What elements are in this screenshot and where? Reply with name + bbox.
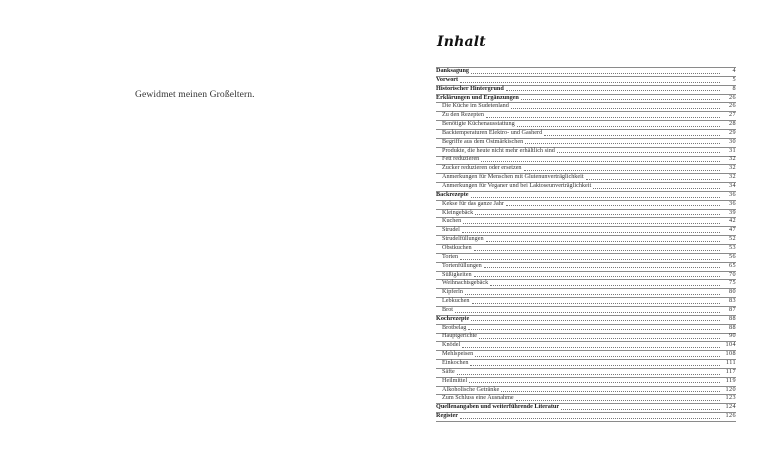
toc-entry xyxy=(436,138,736,147)
toc-entry-page-number: 126 xyxy=(725,412,736,420)
toc-entry xyxy=(436,129,736,138)
toc-entry xyxy=(436,359,736,368)
toc-leader-dots xyxy=(484,267,720,268)
toc-leader-dots xyxy=(460,259,720,260)
toc-leader-dots xyxy=(469,382,720,383)
toc-leader-dots xyxy=(506,90,720,91)
toc-leader-dots xyxy=(479,338,720,339)
toc-entry-label: Backrezepte xyxy=(436,190,469,198)
toc-entry xyxy=(436,271,736,280)
toc-entry xyxy=(436,297,736,306)
toc-entry xyxy=(436,315,736,324)
toc-entry-label: Quellenangaben und weiterführende Literatur xyxy=(436,403,560,411)
toc-leader-dots xyxy=(544,135,720,136)
toc-entry-label: Zucker reduzieren oder ersetzen xyxy=(442,164,522,172)
toc-leader-dots xyxy=(475,356,720,357)
toc-entry-page-number: 36 xyxy=(729,190,736,198)
toc-entry xyxy=(436,279,736,288)
toc-entry-page-number: 26 xyxy=(729,93,736,101)
toc-leader-dots xyxy=(524,170,720,171)
toc-entry-page-number: 70 xyxy=(729,270,736,278)
toc-entry-page-number: 39 xyxy=(729,208,736,216)
toc-entry-label: Tortenfüllungen xyxy=(442,261,482,269)
toc-entry-page-number: 32 xyxy=(729,164,736,172)
toc-entry-label: Vorwort xyxy=(436,75,459,83)
toc-entry-page-number: 30 xyxy=(729,137,736,145)
toc-entry xyxy=(436,368,736,377)
toc-entry xyxy=(436,85,736,94)
toc-entry xyxy=(436,394,736,403)
toc-entry-page-number: 27 xyxy=(729,111,736,119)
dedication-text: Gewidmet meinen Großeltern. xyxy=(135,89,255,100)
toc-entry xyxy=(436,164,736,173)
toc-entry-label: Zu den Rezepten xyxy=(442,111,484,119)
table-of-contents-page xyxy=(436,34,736,420)
toc-entry-label: Mehlspeisen xyxy=(442,350,474,358)
toc-leader-dots xyxy=(490,285,720,286)
toc-entry-page-number: 52 xyxy=(729,235,736,243)
toc-entry-label: Zum Schluss eine Ausnahme xyxy=(442,394,514,402)
toc-entry-label: Einkochen xyxy=(442,359,469,367)
toc-entry-label: Alkoholische Getränke xyxy=(442,385,500,393)
toc-entry-label: Torten xyxy=(442,252,459,260)
toc-leader-dots xyxy=(463,223,720,224)
toc-leader-dots xyxy=(486,117,720,118)
toc-entry xyxy=(436,377,736,386)
toc-entry xyxy=(436,67,736,76)
toc-entry xyxy=(436,147,736,156)
toc-leader-dots xyxy=(474,250,720,251)
toc-entry-page-number: 75 xyxy=(729,279,736,287)
toc-leader-dots xyxy=(471,197,720,198)
toc-entry-page-number: 32 xyxy=(729,173,736,181)
toc-leader-dots xyxy=(462,347,720,348)
toc-entry xyxy=(436,94,736,103)
toc-entry xyxy=(436,102,736,111)
toc-entry-label: Knödel xyxy=(442,341,461,349)
toc-entry-label: Die Küche im Sudetenland xyxy=(442,102,509,110)
toc-leader-dots xyxy=(471,73,720,74)
toc-entry-label: Lebkuchen xyxy=(442,297,470,305)
toc-entry-page-number: 87 xyxy=(729,305,736,313)
toc-leader-dots xyxy=(481,161,720,162)
toc-entry-label: Hauptgerichte xyxy=(442,332,478,340)
toc-entry-label: Kekse für das ganze Jahr xyxy=(442,199,504,207)
toc-entry-page-number: 117 xyxy=(725,367,736,375)
toc-entry-page-number: 120 xyxy=(725,385,736,393)
toc-leader-dots xyxy=(506,205,720,206)
toc-leader-dots xyxy=(586,179,720,180)
toc-leader-dots xyxy=(474,276,720,277)
toc-entry-page-number: 53 xyxy=(729,243,736,251)
toc-entry xyxy=(436,403,736,412)
toc-leader-dots xyxy=(462,232,720,233)
toc-entry xyxy=(436,173,736,182)
toc-entry-page-number: 26 xyxy=(729,102,736,110)
toc-entry-page-number: 8 xyxy=(732,84,736,92)
toc-entry xyxy=(436,288,736,297)
toc-entry xyxy=(436,333,736,342)
toc-leader-dots xyxy=(521,99,720,100)
toc-entry-page-number: 83 xyxy=(729,297,736,305)
toc-entry xyxy=(436,209,736,218)
toc-entry xyxy=(436,120,736,129)
toc-leader-dots xyxy=(460,82,720,83)
toc-title: Inhalt xyxy=(437,34,486,50)
toc-entry-label: Backtemperaturen Elektro- und Gasherd xyxy=(442,128,543,136)
toc-entry-page-number: 5 xyxy=(732,75,736,83)
toc-leader-dots xyxy=(455,312,720,313)
toc-entry-label: Benötigte Küchenausstattung xyxy=(442,120,515,128)
toc-entry-label: Danksagung xyxy=(436,66,470,74)
toc-leader-dots xyxy=(561,409,720,410)
toc-entry-page-number: 32 xyxy=(729,155,736,163)
toc-entry-label: Register xyxy=(436,412,458,420)
toc-entry xyxy=(436,76,736,85)
toc-entry-label: Süßigkeiten xyxy=(442,270,472,278)
toc-leader-dots xyxy=(486,241,720,242)
toc-entry xyxy=(436,182,736,191)
toc-entry-page-number: 88 xyxy=(729,323,736,331)
toc-entry-page-number: 123 xyxy=(725,394,736,402)
toc-leader-dots xyxy=(468,329,720,330)
toc-entry-page-number: 65 xyxy=(729,261,736,269)
toc-entry-page-number: 4 xyxy=(732,66,736,74)
toc-entry xyxy=(436,324,736,333)
toc-entry-label: Brotbelag xyxy=(442,323,467,331)
toc-entry-label: Kochrezepte xyxy=(436,314,470,322)
toc-entry xyxy=(436,244,736,253)
toc-leader-dots xyxy=(465,294,720,295)
toc-entry xyxy=(436,191,736,200)
toc-entry-page-number: 34 xyxy=(729,182,736,190)
toc-entry-label: Strudelfüllungen xyxy=(442,235,484,243)
toc-entry xyxy=(436,156,736,165)
toc-leader-dots xyxy=(457,374,720,375)
toc-entry-label: Heilmittel xyxy=(442,376,468,384)
toc-entry xyxy=(436,386,736,395)
toc-leader-dots xyxy=(501,391,720,392)
toc-entry xyxy=(436,111,736,120)
toc-entry xyxy=(436,341,736,350)
toc-entry-label: Kleingebäck xyxy=(442,208,474,216)
toc-entry-page-number: 36 xyxy=(729,199,736,207)
toc-entry-label: Begriffe aus dem Ostmärkischen xyxy=(442,137,524,145)
toc-leader-dots xyxy=(525,143,720,144)
toc-entry-label: Brot xyxy=(442,305,454,313)
toc-entry-label: Erklärungen und Ergänzungen xyxy=(436,93,519,101)
toc-entry-page-number: 56 xyxy=(729,252,736,260)
toc-leader-dots xyxy=(516,400,720,401)
toc-entry xyxy=(436,217,736,226)
toc-entry-page-number: 124 xyxy=(725,403,736,411)
toc-leader-dots xyxy=(593,188,720,189)
toc-entry-label: Fett reduzieren xyxy=(442,155,480,163)
toc-row-divider xyxy=(436,421,736,422)
toc-entry xyxy=(436,200,736,209)
toc-entry-label: Produkte, die heute nicht mehr erhältlich sind xyxy=(442,146,555,154)
toc-entry-page-number: 42 xyxy=(729,217,736,225)
toc-entry-label: Strudel xyxy=(442,226,460,234)
toc-leader-dots xyxy=(472,303,721,304)
toc-entry-page-number: 108 xyxy=(725,350,736,358)
toc-leader-dots xyxy=(470,365,720,366)
toc-entry-page-number: 119 xyxy=(725,376,736,384)
toc-entry-page-number: 90 xyxy=(729,332,736,340)
toc-entry-page-number: 28 xyxy=(729,120,736,128)
toc-leader-dots xyxy=(511,108,720,109)
toc-entry-label: Kipferln xyxy=(442,288,463,296)
toc-leader-dots xyxy=(517,126,720,127)
toc-entry xyxy=(436,262,736,271)
toc-entry-label: Anmerkungen für Veganer und bei Laktoseunverträglichkeit xyxy=(442,182,592,190)
toc-entry xyxy=(436,412,736,421)
toc-entry-label: Säfte xyxy=(442,367,455,375)
toc-leader-dots xyxy=(475,214,720,215)
toc-entry-label: Kuchen xyxy=(442,217,462,225)
toc-leader-dots xyxy=(557,152,720,153)
toc-entry-label: Obstkuchen xyxy=(442,243,472,251)
toc-entry-page-number: 47 xyxy=(729,226,736,234)
toc-entry xyxy=(436,350,736,359)
toc-entry-page-number: 31 xyxy=(729,146,736,154)
toc-leader-dots xyxy=(471,320,720,321)
toc-entry-page-number: 88 xyxy=(729,314,736,322)
toc-entry xyxy=(436,253,736,262)
toc-entry-page-number: 80 xyxy=(729,288,736,296)
toc-top-divider xyxy=(436,67,736,68)
toc-entry xyxy=(436,306,736,315)
toc-entry-page-number: 111 xyxy=(725,359,736,367)
toc-entry-page-number: 104 xyxy=(725,341,736,349)
toc-entry xyxy=(436,235,736,244)
toc-entry-label: Anmerkungen für Menschen mit Glutenunverträglichkeit xyxy=(442,173,584,181)
toc-leader-dots xyxy=(460,418,720,419)
toc-entry xyxy=(436,226,736,235)
toc-entry-label: Weihnachtsgebäck xyxy=(442,279,489,287)
toc-entry-page-number: 29 xyxy=(729,128,736,136)
toc-entry-label: Historischer Hintergrund xyxy=(436,84,504,92)
